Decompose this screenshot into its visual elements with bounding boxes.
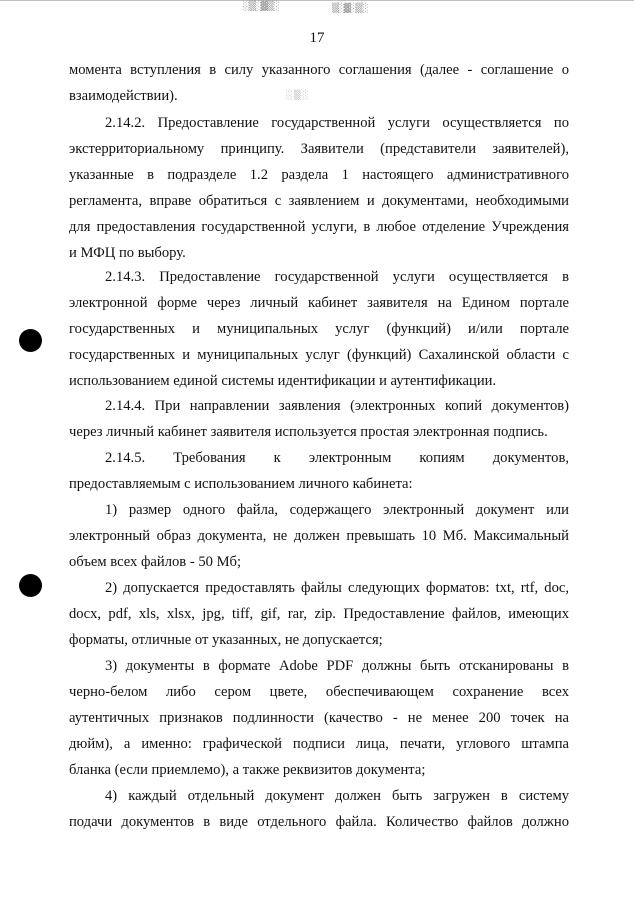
punch-hole — [19, 329, 42, 352]
text-line: момента вступления в силу указанного соглашения (далее - соглашение о — [69, 62, 569, 78]
text-line: форматы, отличные от указанных, не допускается; — [69, 632, 383, 648]
text-line: аутентичных признаков подлинности (качество - не менее 200 точек на — [69, 710, 569, 726]
text-line: 2.14.3. Предоставление государственной услуги осуществляется в — [105, 269, 569, 285]
text-line: государственных и муниципальных услуг (функций) Сахалинской области с — [69, 347, 569, 363]
text-line: указанные в подразделе 1.2 раздела 1 настоящего административного — [69, 167, 569, 183]
text-line: взаимодействии). — [69, 88, 178, 104]
paragraph — [69, 393, 569, 445]
text-line: черно-белом либо сером цвете, обеспечивающем сохранение всех — [69, 684, 569, 700]
text-line: подачи документов в виде отдельного файла. Количество файлов должно — [69, 814, 569, 830]
text-line: 1) размер одного файла, содержащего электронный документ или — [105, 502, 569, 518]
paragraph — [69, 264, 569, 394]
text-line: 2.14.4. При направлении заявления (электронных копий документов) — [105, 398, 569, 414]
scan-artifact: ░▒░▓▒░ — [243, 2, 279, 12]
text-line: 2) допускается предоставлять файлы следующих форматов: txt, rtf, doc, — [105, 580, 569, 596]
text-line: дюйм), а именно: графической подписи лица, печати, углового штампа — [69, 736, 569, 752]
text-line: использованием единой системы идентификации и аутентификации. — [69, 373, 497, 389]
text-line: экстерриториальному принципу. Заявители (представители заявителей), — [69, 141, 569, 157]
text-line: предоставляемым с использованием личного кабинета: — [69, 476, 413, 492]
text-line: docx, pdf, xls, xlsx, jpg, tiff, gif, rar, zip. Предоставление файлов, имеющих — [69, 606, 569, 622]
page-number: 17 — [309, 30, 325, 46]
punch-hole — [19, 574, 42, 597]
paragraph — [69, 57, 569, 109]
paragraph — [69, 110, 569, 266]
text-line: 4) каждый отдельный документ должен быть загружен в систему — [105, 788, 569, 804]
text-line: государственных и муниципальных услуг (функций) и/или портале — [69, 321, 569, 337]
text-line: объем всех файлов - 50 Мб; — [69, 554, 242, 570]
text-line: электронной форме через личный кабинет заявителя на Едином портале — [69, 295, 569, 311]
text-line: и МФЦ по выбору. — [69, 245, 186, 261]
paragraph — [69, 445, 569, 497]
text-line: через личный кабинет заявителя используется простая электронная подпись. — [69, 424, 548, 440]
paragraph — [69, 575, 569, 653]
text-line: для предоставления государственной услуги, в любое отделение Учреждения — [69, 219, 569, 235]
text-line: 2.14.5. Требования к электронным копиям документов, — [105, 450, 569, 466]
text-line: 3) документы в формате Adobe PDF должны быть отсканированы в — [105, 658, 569, 674]
scan-artifact: ▒░▓░▒░ — [332, 4, 368, 14]
text-line: бланка (если приемлемо), а также реквизитов документа; — [69, 762, 426, 778]
text-line: регламента, вправе обратиться с заявлением и документами, необходимыми — [69, 193, 569, 209]
paragraph — [69, 497, 569, 575]
paragraph — [69, 653, 569, 783]
text-line: электронный образ документа, не должен превышать 10 Мб. Максимальный — [69, 528, 569, 544]
text-line: 2.14.2. Предоставление государственной услуги осуществляется по — [105, 115, 569, 131]
scan-artifact: ░ ▒ ░ — [286, 91, 308, 101]
paragraph — [69, 783, 569, 835]
scan-top-edge — [0, 0, 634, 1]
